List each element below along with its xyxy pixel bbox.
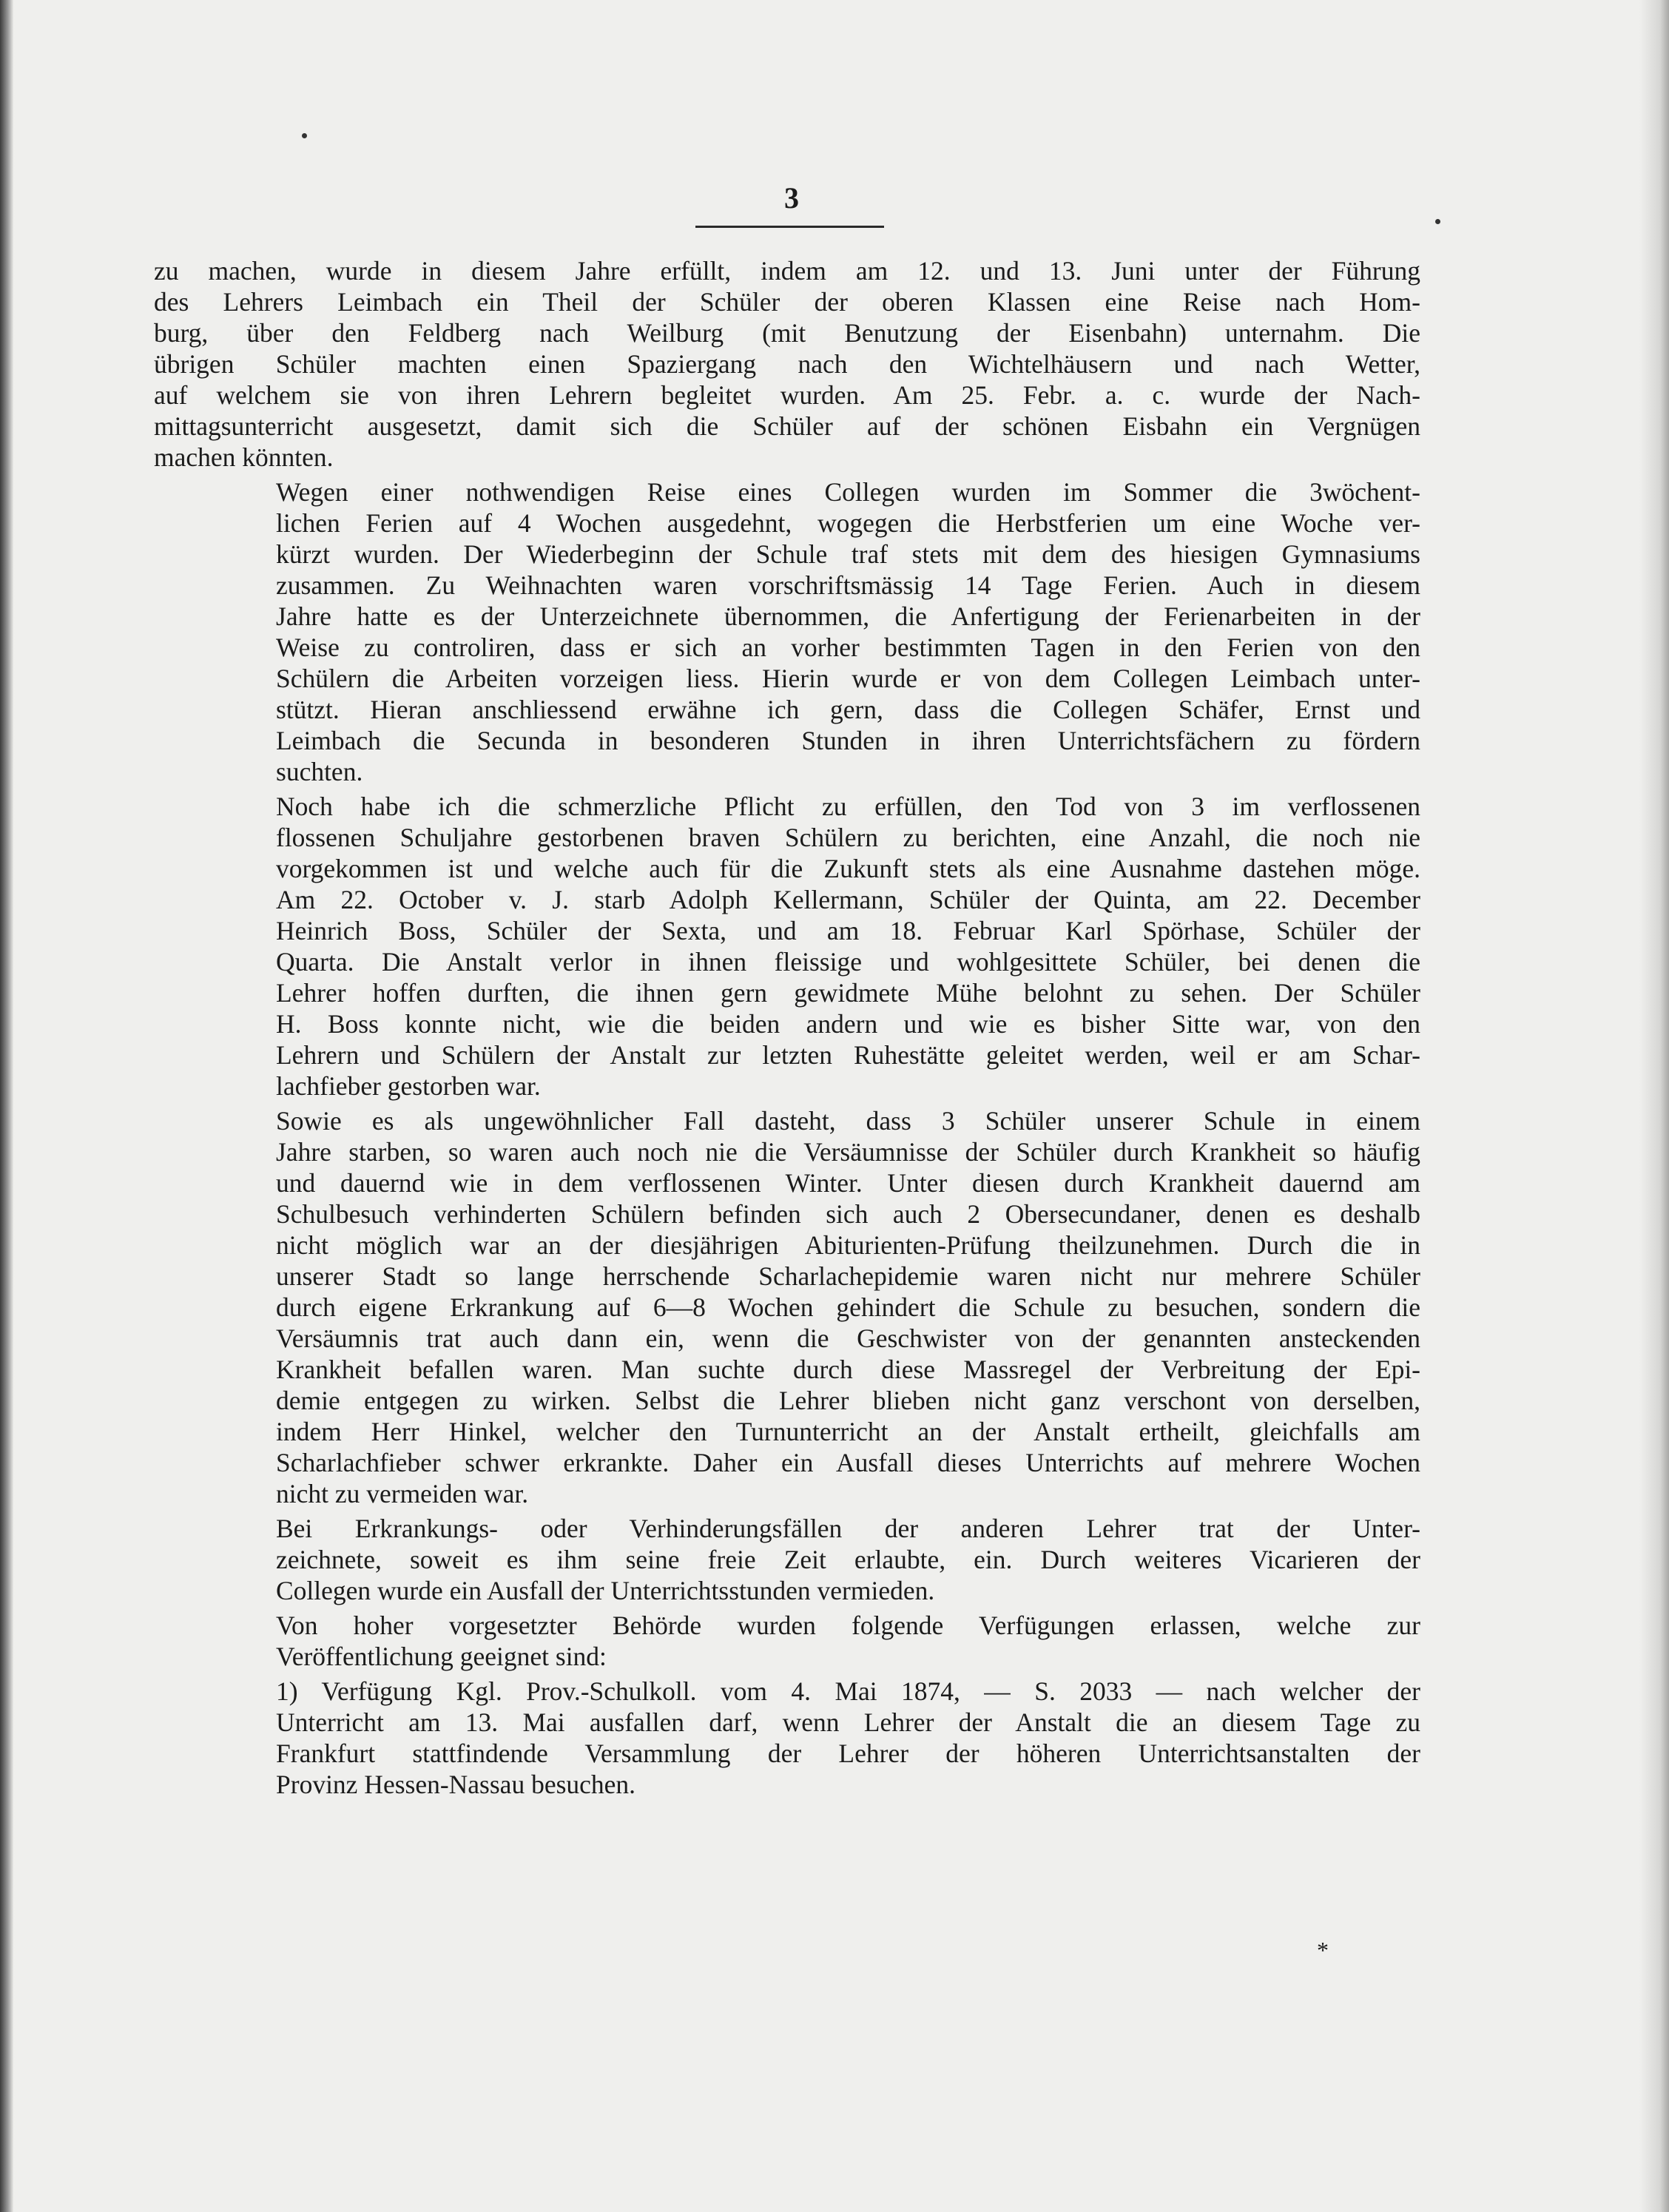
text-line: demie entgegen zu wirken. Selbst die Lehrer blieben nicht ganz verschont von derselben, [276, 1386, 1420, 1415]
ink-speck [1435, 219, 1440, 224]
text-line: durch eigene Erkrankung auf 6—8 Wochen gehindert die Schule zu besuchen, sondern die [276, 1292, 1420, 1322]
ink-speck [302, 133, 307, 138]
text-line: H. Boss konnte nicht, wie die beiden andern und wie es bisher Sitte war, von den [276, 1009, 1420, 1039]
page-number-rule [695, 226, 884, 228]
text-line: Schulbesuch verhinderten Schülern befinden sich auch 2 Obersecundaner, denen es deshalb [276, 1199, 1420, 1229]
text-line: indem Herr Hinkel, welcher den Turnunterricht an der Anstalt ertheilt, gleichfalls am [276, 1417, 1420, 1446]
text-line: Provinz Hessen-Nassau besuchen. [276, 1770, 636, 1799]
paragraph-p2 [154, 476, 1420, 787]
text-line: Leimbach die Secunda in besonderen Stunden in ihren Unterrichtsfächern zu fördern [276, 726, 1420, 755]
text-line: machen könnten. [154, 442, 334, 472]
text-line: Collegen wurde ein Ausfall der Unterrichtsstunden vermieden. [276, 1576, 935, 1605]
text-line: Wegen einer nothwendigen Reise eines Collegen wurden im Sommer die 3wöchent- [276, 477, 1420, 507]
paragraph-p6 [154, 1610, 1420, 1672]
paragraph-p1 [154, 255, 1420, 473]
text-line: Schülern die Arbeiten vorzeigen liess. Hierin wurde er von dem Collegen Leimbach unter- [276, 664, 1420, 693]
text-line: unserer Stadt so lange herrschende Scharlachepidemie waren nicht nur mehrere Schüler [276, 1261, 1420, 1291]
page-edge-shadow [1639, 0, 1669, 2212]
text-line: Quarta. Die Anstalt verlor in ihnen fleissige und wohlgesittete Schüler, bei denen die [276, 947, 1420, 977]
text-line: Weise zu controliren, dass er sich an vorher bestimmten Tagen in den Ferien von den [276, 633, 1420, 662]
text-line: übrigen Schüler machten einen Spaziergang nach den Wichtelhäusern und nach Wetter, [154, 349, 1420, 379]
text-line: suchten. [276, 757, 363, 786]
paragraph-p7 [154, 1676, 1420, 1800]
text-line: zu machen, wurde in diesem Jahre erfüllt, indem am 12. und 13. Juni unter der Führung [154, 256, 1420, 286]
text-line: Veröffentlichung geeignet sind: [276, 1642, 607, 1671]
footer-mark: * [1317, 1937, 1329, 1963]
page-number: 3 [784, 181, 799, 215]
text-line: Noch habe ich die schmerzliche Pflicht zu erfüllen, den Tod von 3 im verflossenen [276, 792, 1420, 821]
text-line: Jahre starben, so waren auch noch nie die Versäumnisse der Schüler durch Krankheit so häufig [276, 1137, 1420, 1167]
text-line: 1) Verfügung Kgl. Prov.-Schulkoll. vom 4. Mai 1874, — S. 2033 — nach welcher der [276, 1676, 1420, 1706]
text-line: burg, über den Feldberg nach Weilburg (mit Benutzung der Eisenbahn) unternahm. Die [154, 318, 1420, 348]
text-line: zeichnete, soweit es ihm seine freie Zeit erlaubte, ein. Durch weiteres Vicarieren der [276, 1545, 1420, 1574]
paragraph-p5 [154, 1513, 1420, 1606]
body-text [154, 255, 1420, 1804]
paragraph-p4 [154, 1105, 1420, 1509]
text-line: Heinrich Boss, Schüler der Sexta, und am 18. Februar Karl Spörhase, Schüler der [276, 916, 1420, 945]
text-line: flossenen Schuljahre gestorbenen braven Schülern zu berichten, eine Anzahl, die noch nie [276, 823, 1420, 852]
text-line: nicht möglich war an der diesjährigen Abiturienten-Prüfung theilzunehmen. Durch die in [276, 1230, 1420, 1260]
text-line: kürzt wurden. Der Wiederbeginn der Schule traf stets mit dem des hiesigen Gymnasiums [276, 539, 1420, 569]
text-line: Am 22. October v. J. starb Adolph Kellermann, Schüler der Quinta, am 22. December [276, 885, 1420, 914]
paragraph-p3 [154, 791, 1420, 1102]
text-line: mittagsunterricht ausgesetzt, damit sich die Schüler auf der schönen Eisbahn ein Vergnügen [154, 411, 1420, 441]
text-line: Unterricht am 13. Mai ausfallen darf, wenn Lehrer der Anstalt die an diesem Tage zu [276, 1707, 1420, 1737]
text-line: Sowie es als ungewöhnlicher Fall dasteht, dass 3 Schüler unserer Schule in einem [276, 1106, 1420, 1136]
text-line: Lehrern und Schülern der Anstalt zur letzten Ruhestätte geleitet werden, weil er am Schar- [276, 1040, 1420, 1070]
text-line: Krankheit befallen waren. Man suchte durch diese Massregel der Verbreitung der Epi- [276, 1355, 1420, 1384]
text-line: nicht zu vermeiden war. [276, 1479, 529, 1508]
text-line: Frankfurt stattfindende Versammlung der Lehrer der höheren Unterrichtsanstalten der [276, 1739, 1420, 1768]
text-line: Lehrer hoffen durften, die ihnen gern gewidmete Mühe belohnt zu sehen. Der Schüler [276, 978, 1420, 1008]
text-line: vorgekommen ist und welche auch für die Zukunft stets als eine Ausnahme dastehen möge. [276, 854, 1420, 883]
text-line: Versäumnis trat auch dann ein, wenn die Geschwister von der genannten ansteckenden [276, 1324, 1420, 1353]
text-line: Bei Erkrankungs- oder Verhinderungsfällen der anderen Lehrer trat der Unter- [276, 1514, 1420, 1543]
text-line: des Lehrers Leimbach ein Theil der Schüler der oberen Klassen eine Reise nach Hom- [154, 287, 1420, 317]
text-line: stützt. Hieran anschliessend erwähne ich gern, dass die Collegen Schäfer, Ernst und [276, 695, 1420, 724]
text-line: lachfieber gestorben war. [276, 1071, 541, 1101]
text-line: Jahre hatte es der Unterzeichnete übernommen, die Anfertigung der Ferienarbeiten in der [276, 601, 1420, 631]
text-line: Scharlachfieber schwer erkrankte. Daher ein Ausfall dieses Unterrichts auf mehrere Wochen [276, 1448, 1420, 1477]
binding-shadow [0, 0, 13, 2212]
text-line: und dauernd wie in dem verflossenen Winter. Unter diesen durch Krankheit dauernd am [276, 1168, 1420, 1198]
text-line: auf welchem sie von ihren Lehrern begleitet wurden. Am 25. Febr. a. c. wurde der Nach- [154, 380, 1420, 410]
text-line: Von hoher vorgesetzter Behörde wurden folgende Verfügungen erlassen, welche zur [276, 1611, 1420, 1640]
text-line: lichen Ferien auf 4 Wochen ausgedehnt, wogegen die Herbstferien um eine Woche ver- [276, 508, 1420, 538]
text-line: zusammen. Zu Weihnachten waren vorschriftsmässig 14 Tage Ferien. Auch in diesem [276, 570, 1420, 600]
